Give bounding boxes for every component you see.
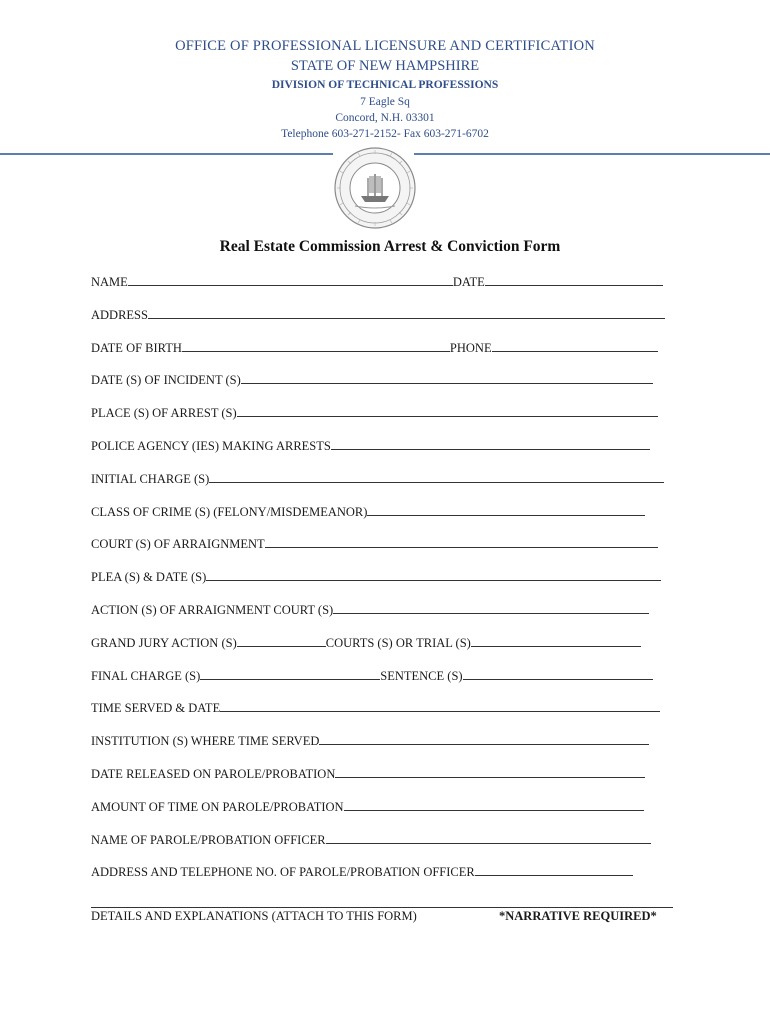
details-section [91,895,681,927]
amount-field[interactable] [344,798,644,811]
action-row [91,601,681,634]
dob-label: DATE OF BIRTH [91,340,182,355]
phone-label: PHONE [449,340,492,355]
contact-numbers: Telephone 603-271-2152- Fax 603-271-6702 [281,128,489,140]
action-label: ACTION (S) OF ARRAIGNMENT COURT (S) [91,602,334,617]
officer-address-row [91,863,681,896]
class-row [91,503,681,536]
initial-charge-label: INITIAL CHARGE (S) [91,471,210,486]
header-rule-right [414,153,770,155]
place-label: PLACE (S) OF ARREST (S) [91,406,237,421]
details-caption-row [91,909,681,927]
details-label: DETAILS AND EXPLANATIONS (ATTACH TO THIS FORM) [91,909,417,923]
sentence-label: SENTENCE (S) [380,668,463,683]
state-seal-icon [333,146,417,230]
place-field[interactable] [237,404,658,417]
officer-address-field[interactable] [475,863,633,876]
form-title: Real Estate Commission Arrest & Conviction Form [219,238,561,255]
officer-name-label: NAME OF PAROLE/PROBATION OFFICER [91,832,326,847]
courts-trial-field[interactable] [471,634,641,647]
phone-field[interactable] [492,339,658,352]
header-rule-left [0,153,333,155]
court-row [91,535,681,568]
address-field[interactable] [148,306,665,319]
released-field[interactable] [335,765,645,778]
amount-label: AMOUNT OF TIME ON PAROLE/PROBATION [91,799,344,814]
released-label: DATE RELEASED ON PAROLE/PROBATION [91,766,336,781]
time-served-label: TIME SERVED & DATE [91,701,221,716]
letterhead [0,36,770,142]
plea-label: PLEA (S) & DATE (S) [91,570,207,585]
class-field[interactable] [367,503,645,516]
plea-field[interactable] [206,568,661,581]
name-row [91,273,681,306]
form-fields [91,273,681,896]
final-charge-label: FINAL CHARGE (S) [91,668,201,683]
time-served-row [91,699,681,732]
incident-row [91,371,681,404]
grand-jury-label: GRAND JURY ACTION (S) [91,635,237,650]
amount-row [91,798,681,831]
plea-row [91,568,681,601]
police-row [91,437,681,470]
date-label: DATE [452,275,485,289]
initial-charge-field[interactable] [209,470,664,483]
police-field[interactable] [331,437,650,450]
details-field[interactable] [91,895,673,908]
institution-label: INSTITUTION (S) WHERE TIME SERVED [91,734,320,749]
place-row [91,404,681,437]
incident-field[interactable] [241,371,653,384]
name-label: NAME [91,275,128,289]
officer-name-row [91,831,681,864]
officer-name-field[interactable] [326,831,651,844]
institution-row [91,732,681,765]
institution-field[interactable] [319,732,649,745]
grand-jury-field[interactable] [237,634,326,647]
date-field[interactable] [485,273,663,286]
division-name: DIVISION OF TECHNICAL PROFESSIONS [271,79,499,91]
address-label: ADDRESS [91,307,148,322]
final-charge-row [91,667,681,700]
dob-field[interactable] [182,339,450,352]
police-label: POLICE AGENCY (IES) MAKING ARRESTS [91,438,331,453]
grand-jury-row [91,634,681,667]
office-name: OFFICE OF PROFESSIONAL LICENSURE AND CERTIFICATION [175,38,595,54]
action-field[interactable] [333,601,649,614]
incident-label: DATE (S) OF INCIDENT (S) [91,373,241,388]
narrative-required-note: *NARRATIVE REQUIRED* [499,909,657,923]
released-row [91,765,681,798]
officer-address-label: ADDRESS AND TELEPHONE NO. OF PAROLE/PROBATION OFFICER [91,865,475,880]
name-field[interactable] [128,273,453,286]
court-field[interactable] [265,535,658,548]
state-name: STATE OF NEW HAMPSHIRE [290,58,480,74]
class-label: CLASS OF CRIME (S) (FELONY/MISDEMEANOR) [91,504,368,519]
dob-row [91,339,681,372]
time-served-field[interactable] [220,699,660,712]
city-address: Concord, N.H. 03301 [335,112,435,124]
courts-trial-label: COURTS (S) OR TRIAL (S) [325,635,471,650]
initial-charge-row [91,470,681,503]
street-address: 7 Eagle Sq [360,96,410,108]
court-label: COURT (S) OF ARRAIGNMENT [91,537,265,552]
sentence-field[interactable] [463,667,653,680]
final-charge-field[interactable] [200,667,380,680]
address-row [91,306,681,339]
